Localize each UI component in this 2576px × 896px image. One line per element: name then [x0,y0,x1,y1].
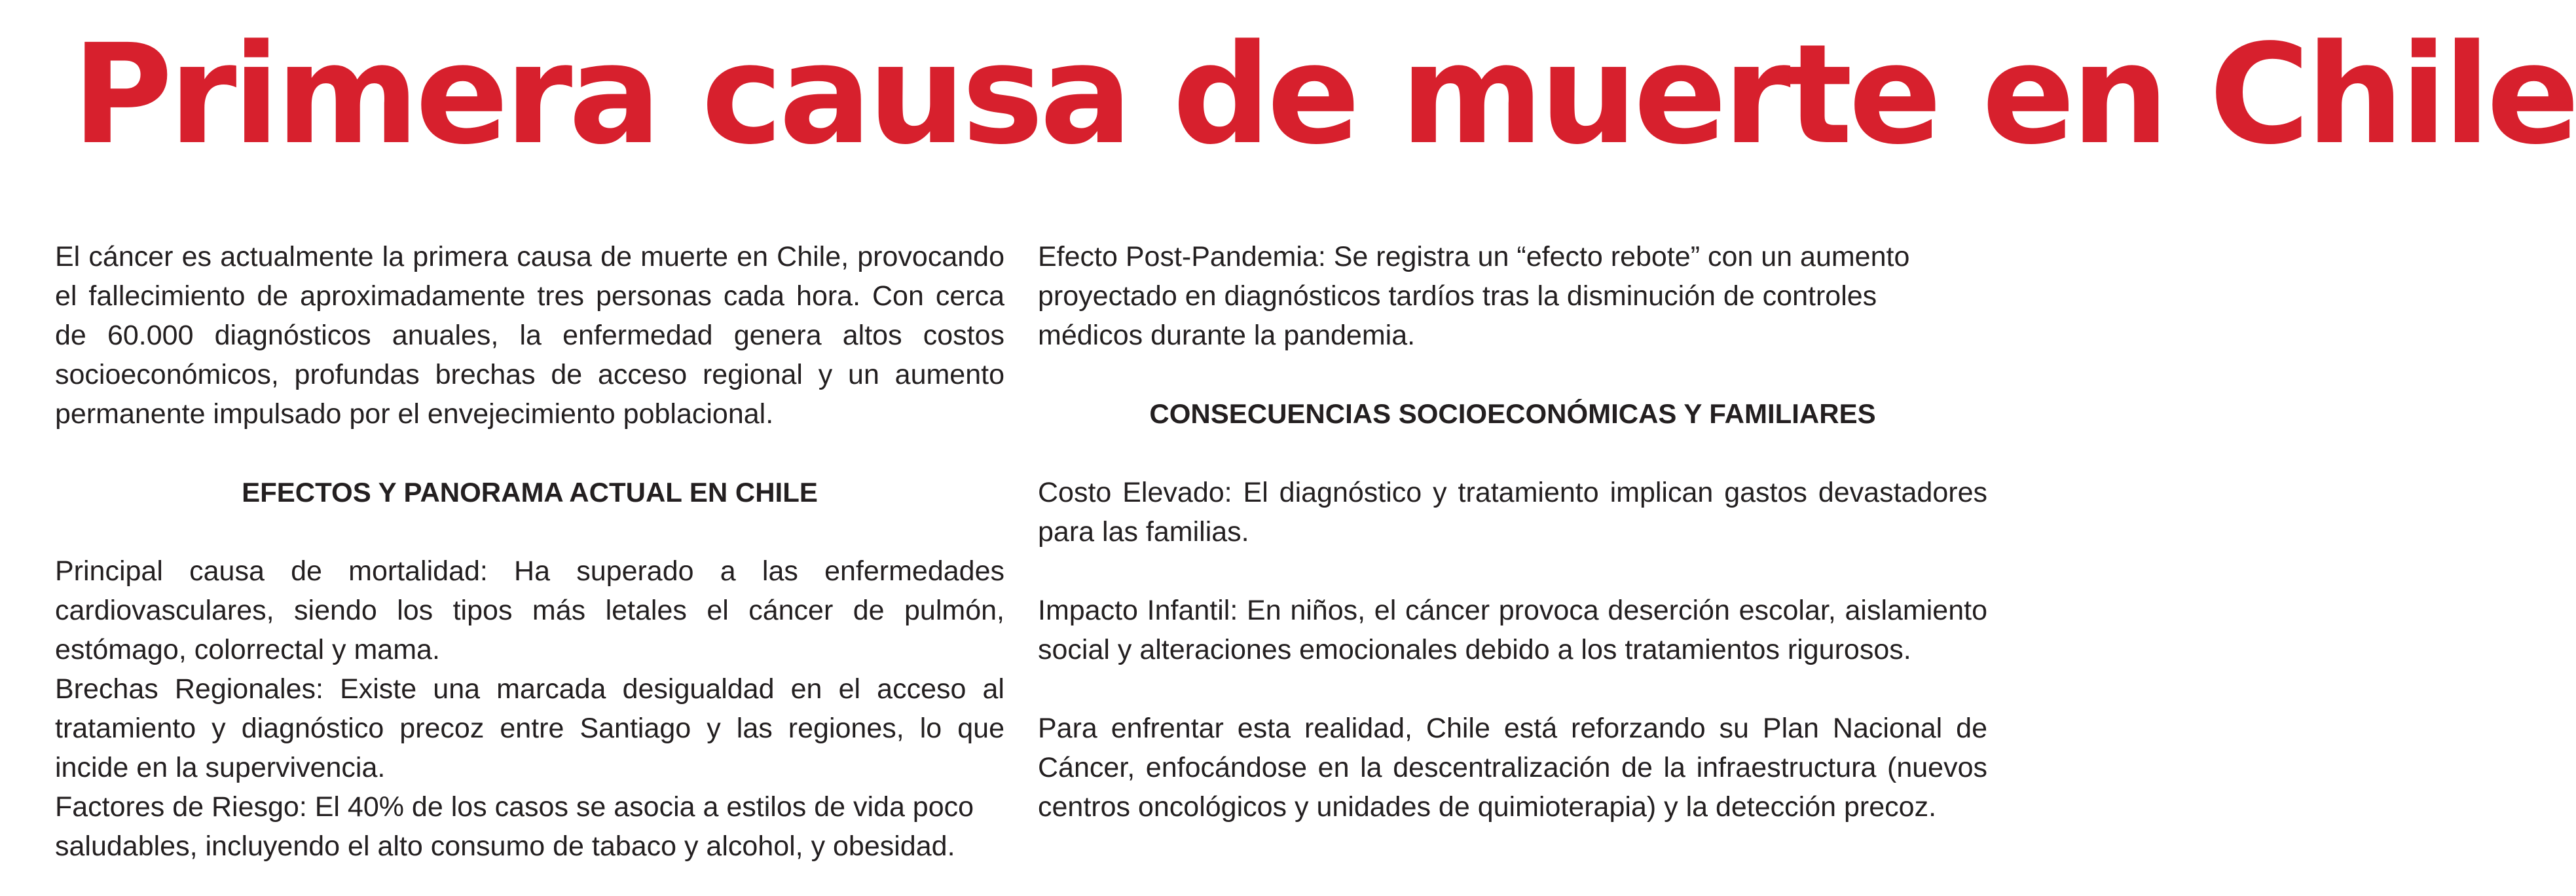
left-column [55,237,1004,866]
post-pandemic-paragraph: Efecto Post-Pandemia: Se registra un “efecto rebote” con un aumento proyectado en diagnósticos tardíos tras la disminución de controles médicos durante la pandemia. [1038,241,1910,351]
child-impact-paragraph: Impacto Infantil: En niños, el cáncer provoca deserción escolar, aislamiento social y alteraciones emocionales debido a los tratamientos rigurosos. [1038,595,1987,665]
section-heading-effects: EFECTOS Y PANORAMA ACTUAL EN CHILE [242,477,818,508]
closing-paragraph: Para enfrentar esta realidad, Chile está reforzando su Plan Nacional de Cáncer, enfocándose en la descentralización de la infraestructura (nuevos centros oncológicos y unidades de quimioterapia) y la detección precoz. [1038,713,1987,823]
intro-paragraph: El cáncer es actualmente la primera causa de muerte en Chile, provocando el fallecimiento de aproximadamente tres personas cada hora. Con cerca de 60.000 diagnósticos anuales, la enfermedad genera altos costos socioeconómicos, profundas brechas de acceso regional y un aumento permanente impulsado por el envejecimiento poblacional. [55,241,1004,430]
section-heading-consequences: CONSECUENCIAS SOCIOECONÓMICAS Y FAMILIARES [1149,398,1876,429]
right-column [1038,237,1987,827]
risk-factors-paragraph: Factores de Riesgo: El 40% de los casos se asocia a estilos de vida poco saludables, incluyendo el alto consumo de tabaco y alcohol, y obesidad. [55,791,974,862]
mortality-paragraph: Principal causa de mortalidad: Ha superado a las enfermedades cardiovasculares, siendo los tipos más letales el cáncer de pulmón, estómago, colorrectal y mama. [55,555,1004,665]
high-cost-paragraph: Costo Elevado: El diagnóstico y tratamiento implican gastos devastadores para las familias. [1038,477,1987,548]
regional-gaps-paragraph: Brechas Regionales: Existe una marcada desigualdad en el acceso al tratamiento y diagnóstico precoz entre Santiago y las regiones, lo que incide en la supervivencia. [55,673,1004,783]
page-title: Primera causa de muerte en Chile [72,14,2576,175]
